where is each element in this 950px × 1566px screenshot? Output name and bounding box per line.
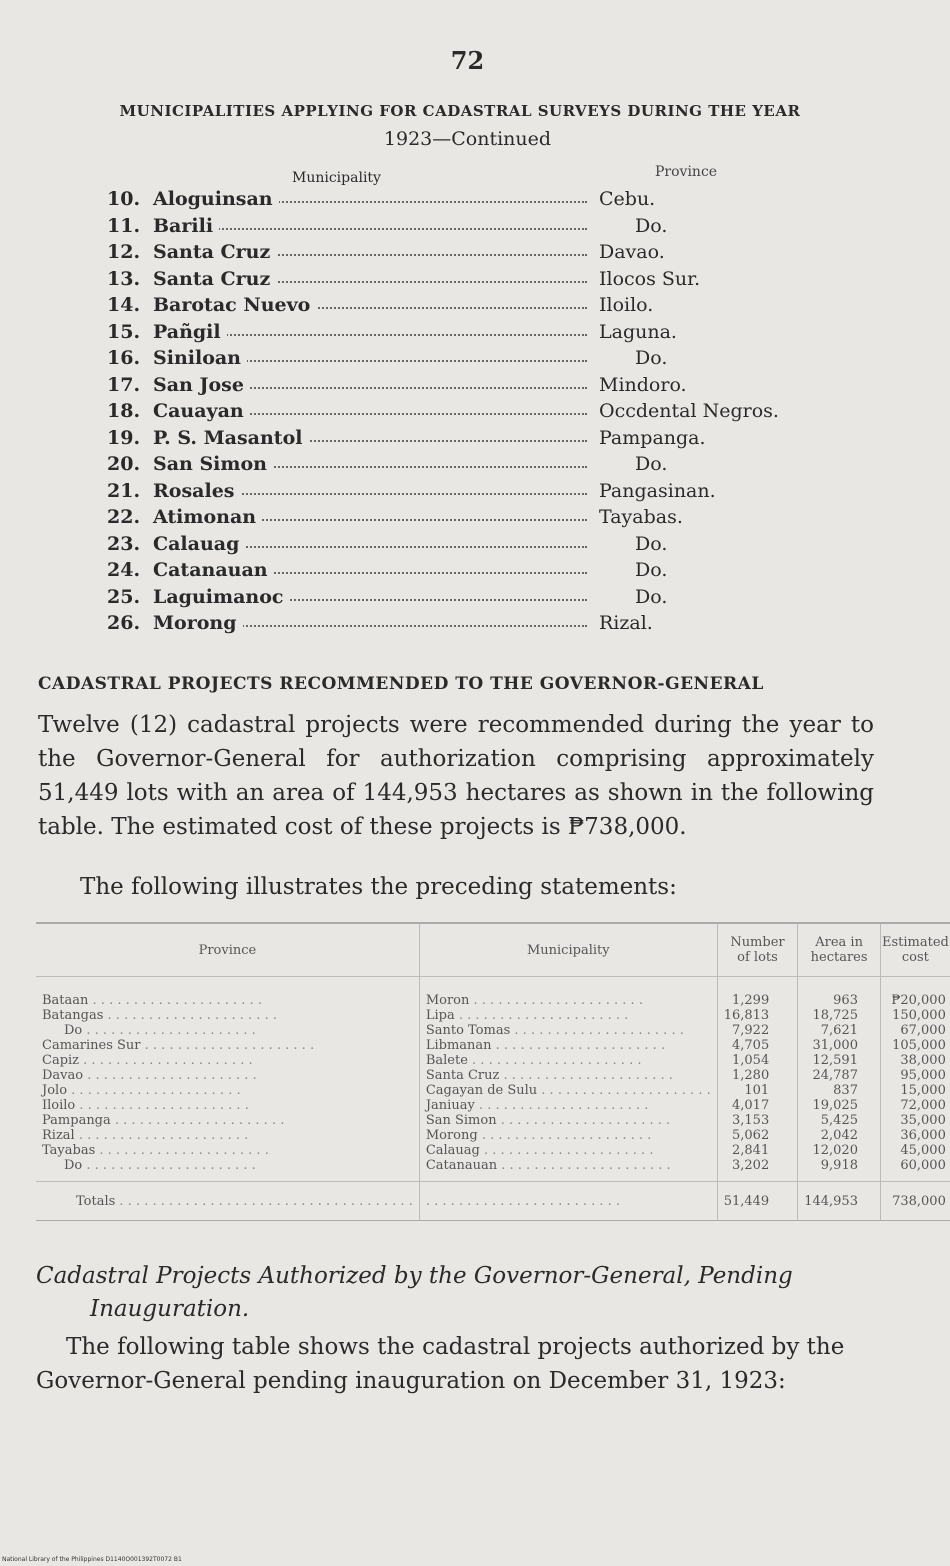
list-item-number: 22. (107, 506, 141, 528)
list-item-number: 23. (107, 532, 141, 555)
list-item (107, 239, 827, 266)
cell-lots: 4,017 (732, 1098, 770, 1113)
cell-area: 12,020 (812, 1143, 858, 1158)
column-municipality (419, 977, 717, 1182)
list-item (107, 266, 827, 293)
cell-province: Iloilo . . . (42, 1098, 413, 1113)
page-number: 72 (450, 46, 485, 75)
list-item-number: 15. (107, 320, 141, 343)
cell-area: 24,787 (812, 1068, 858, 1083)
cell-province: Do . . . (42, 1158, 413, 1173)
cell-province: Camarines Sur . . . (42, 1038, 413, 1053)
list-item-province: Do. (631, 345, 667, 372)
municipality-column-header: Municipality (292, 170, 381, 186)
footer-credit: National Library of the Philippines D1140O001392T0072 B1 (2, 1556, 182, 1563)
cell-cost: 72,000 (900, 1098, 946, 1113)
list-item-label (107, 478, 240, 505)
cell-municipality: Santa Cruz . . . (426, 1068, 711, 1083)
cell-area: 7,621 (820, 1023, 858, 1038)
list-item (107, 345, 827, 372)
cell-municipality: Libmanan . . . (426, 1038, 711, 1053)
list-item-province: Cebu. (595, 186, 655, 213)
list-item-municipality: P. S. Masantol (153, 426, 303, 449)
list-item-label (107, 398, 250, 425)
cell-province: Batangas . . . (42, 1008, 413, 1023)
totals-row: Totals . . . . . . . . . . . . . . . . . . . . . . . . . . . 51,449 144,953 738,000 (36, 1182, 950, 1221)
section-heading: CADASTRAL PROJECTS RECOMMENDED TO THE GOVERNOR-GENERAL (38, 674, 764, 694)
column-cost (880, 977, 949, 1182)
list-item-label (107, 584, 289, 611)
cell-cost: 105,000 (892, 1038, 946, 1053)
totals-area: 144,953 (798, 1182, 881, 1221)
list-item (107, 610, 827, 637)
list-item (107, 584, 827, 611)
list-item (107, 425, 827, 452)
cell-province: Rizal . . . (42, 1128, 413, 1143)
list-item (107, 451, 827, 478)
column-area (798, 977, 881, 1182)
list-item-province: Do. (631, 451, 667, 478)
list-item (107, 531, 827, 558)
list-item-number: 25. (107, 585, 141, 608)
province-column-header: Province (655, 164, 718, 180)
list-item-number: 13. (107, 267, 141, 290)
list-item-number: 20. (107, 453, 141, 475)
cell-lots: 2,841 (732, 1143, 770, 1158)
header-municipality: Municipality (419, 923, 717, 977)
list-item-municipality: Calauag (153, 532, 240, 555)
header-lots: Number of lots (717, 923, 798, 977)
cell-lots: 1,054 (732, 1053, 770, 1068)
cell-province: Jolo . . . (42, 1083, 413, 1098)
recommended-paragraph: Twelve (12) cadastral projects were recommended during the year to the Governor-General for authorization comprising approximately 51,449 lots with an area of 144,953 hectares as shown in the following table. The estimated cost of these projects is ₱738,000. (38, 712, 874, 840)
list-item-label (107, 610, 243, 637)
cell-area: 837 (833, 1083, 858, 1098)
cell-lots: 1,280 (732, 1068, 770, 1083)
list-item-municipality: Atimonan (153, 506, 257, 528)
list-item-label (107, 292, 316, 319)
header-province: Province (36, 923, 419, 977)
cell-municipality: Janiuay . . . (426, 1098, 711, 1113)
list-item-number: 10. (107, 188, 141, 210)
municipality-list (107, 186, 827, 637)
cell-municipality: Santo Tomas . . . (426, 1023, 711, 1038)
list-item-label (107, 239, 276, 266)
projects-table (36, 922, 949, 1221)
authorized-heading: Cadastral Projects Authorized by the Governor-General, Pending Inauguration. (36, 1263, 793, 1322)
list-item-number: 18. (107, 400, 141, 422)
cell-lots: 3,202 (732, 1158, 770, 1173)
list-item-municipality: Barotac Nuevo (153, 294, 311, 316)
list-title-continued: 1923—Continued (383, 128, 552, 150)
cell-area: 2,042 (820, 1128, 858, 1143)
cell-lots: 101 (744, 1083, 770, 1098)
cell-province: Pampanga . . . (42, 1113, 413, 1128)
list-item-label (107, 531, 245, 558)
cell-area: 31,000 (812, 1038, 858, 1053)
list-item-label (107, 319, 227, 346)
list-item-municipality: Santa Cruz (153, 241, 271, 263)
cell-area: 12,591 (812, 1053, 858, 1068)
cell-municipality: Moron . . . (426, 993, 711, 1008)
cell-municipality: Catanauan . . . (426, 1158, 711, 1173)
cell-municipality: San Simon . . . (426, 1113, 711, 1128)
list-item-number: 21. (107, 479, 141, 502)
list-item-municipality: Santa Cruz (153, 267, 271, 290)
cell-area: 5,425 (820, 1113, 858, 1128)
list-item-municipality: Catanauan (153, 559, 268, 581)
list-item (107, 557, 827, 584)
cell-municipality: Balete . . . (426, 1053, 711, 1068)
list-item-province: Mindoro. (595, 372, 687, 399)
list-item-label (107, 372, 250, 399)
list-item-label (107, 557, 274, 584)
cell-lots: 4,705 (732, 1038, 770, 1053)
list-item-province: Do. (631, 213, 667, 240)
cell-province: Capiz . . . (42, 1053, 413, 1068)
list-item-municipality: Siniloan (153, 347, 241, 369)
list-item-number: 24. (107, 559, 141, 581)
cell-cost: ₱20,000 (891, 993, 946, 1008)
cell-cost: 67,000 (900, 1023, 946, 1038)
cell-lots: 5,062 (732, 1128, 770, 1143)
list-item-municipality: San Jose (153, 373, 244, 396)
totals-cost: 738,000 (880, 1182, 949, 1221)
list-item-number: 11. (107, 214, 141, 237)
list-item-number: 26. (107, 612, 141, 634)
cell-area: 9,918 (820, 1158, 858, 1173)
list-item-number: 17. (107, 373, 141, 396)
cell-area: 18,725 (812, 1008, 858, 1023)
cell-lots: 16,813 (723, 1008, 770, 1023)
cell-province: Tayabas . . . (42, 1143, 413, 1158)
list-item-number: 16. (107, 347, 141, 369)
list-item-province: Pangasinan. (595, 478, 716, 505)
list-item-number: 14. (107, 294, 141, 316)
cell-municipality: Morong . . . (426, 1128, 711, 1143)
list-item-number: 19. (107, 426, 141, 449)
list-item (107, 292, 827, 319)
list-item-label (107, 425, 308, 452)
list-item (107, 398, 827, 425)
list-item-province: Do. (631, 531, 667, 558)
list-item-municipality: Rosales (153, 479, 235, 502)
list-item (107, 372, 827, 399)
list-item (107, 213, 827, 240)
cell-municipality: Lipa . . . (426, 1008, 711, 1023)
list-item-municipality: Barili (153, 214, 214, 237)
list-title: MUNICIPALITIES APPLYING FOR CADASTRAL SURVEYS DURING THE YEAR (119, 102, 801, 120)
list-item-label (107, 451, 273, 478)
list-item-label (107, 504, 262, 531)
cell-lots: 1,299 (732, 993, 770, 1008)
list-item-label (107, 186, 279, 213)
list-item-label (107, 266, 276, 293)
cell-municipality: Calauag . . . (426, 1143, 711, 1158)
cell-area: 963 (833, 993, 858, 1008)
list-item (107, 504, 827, 531)
cell-area: 19,025 (812, 1098, 858, 1113)
cell-cost: 38,000 (900, 1053, 946, 1068)
list-item-province: Laguna. (595, 319, 677, 346)
cell-lots: 3,153 (732, 1113, 770, 1128)
cell-municipality: Cagayan de Sulu . . . (426, 1083, 711, 1098)
cell-province: Bataan . . . (42, 993, 413, 1008)
list-item-label (107, 213, 219, 240)
list-item-municipality: Cauayan (153, 400, 244, 422)
totals-label: Totals . . . (76, 1194, 413, 1209)
list-item-province: Do. (631, 584, 667, 611)
cell-province: Do . . . (42, 1023, 413, 1038)
column-province (36, 977, 419, 1182)
list-item (107, 186, 827, 213)
cell-cost: 150,000 (892, 1008, 946, 1023)
authorized-paragraph: The following table shows the cadastral projects authorized by the Governor-General pending inauguration on December 31, 1923: (36, 1334, 845, 1394)
list-item-province: Rizal. (595, 610, 653, 637)
list-item-municipality: Pañgil (153, 320, 221, 343)
list-item-municipality: Laguimanoc (153, 585, 284, 608)
list-item-municipality: San Simon (153, 453, 267, 475)
cell-cost: 45,000 (900, 1143, 946, 1158)
cell-lots: 7,922 (732, 1023, 770, 1038)
list-item-municipality: Aloguinsan (153, 188, 273, 210)
list-item-province: Davao. (595, 239, 665, 266)
cell-cost: 35,000 (900, 1113, 946, 1128)
list-item-province: Do. (631, 557, 667, 584)
header-area: Area in hectares (798, 923, 881, 977)
cell-cost: 95,000 (900, 1068, 946, 1083)
list-item-province: Occdental Negros. (595, 398, 779, 425)
illustrates-paragraph: The following illustrates the preceding statements: (80, 874, 677, 900)
column-lots (717, 977, 798, 1182)
list-item-province: Tayabas. (595, 504, 683, 531)
list-item-province: Iloilo. (595, 292, 653, 319)
list-item-municipality: Morong (153, 612, 237, 634)
list-item (107, 478, 827, 505)
list-item-province: Ilocos Sur. (595, 266, 700, 293)
cell-cost: 36,000 (900, 1128, 946, 1143)
cell-cost: 60,000 (900, 1158, 946, 1173)
list-item-label (107, 345, 247, 372)
header-cost: Estimated cost (880, 923, 949, 977)
list-item (107, 319, 827, 346)
totals-lots: 51,449 (717, 1182, 798, 1221)
list-item-province: Pampanga. (595, 425, 706, 452)
cell-province: Davao . . . (42, 1068, 413, 1083)
cell-cost: 15,000 (900, 1083, 946, 1098)
list-item-number: 12. (107, 241, 141, 263)
